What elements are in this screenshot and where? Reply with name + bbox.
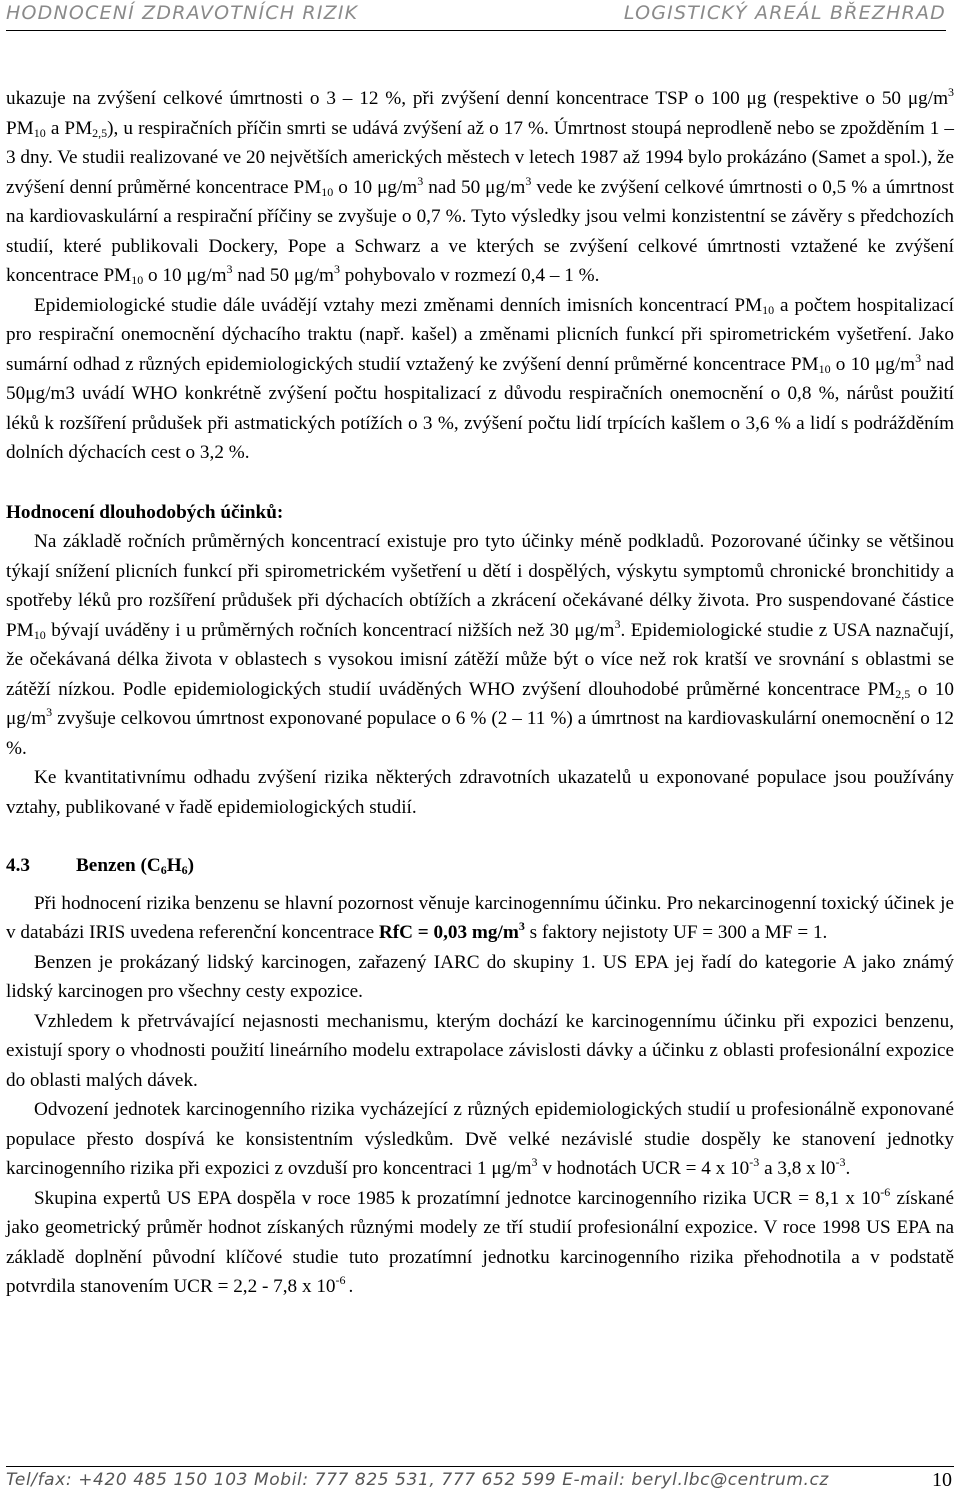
paragraph-benzene-epa: Skupina expertů US EPA dospěla v roce 1985 k prozatímní jednotce karcinogenního rizika UCR = 8,1 x $10^{-6}$ získané jako geometrický průměr hodnot získaných různými modely ze tří studií profesionální expozice. V roce 1998 US EPA na základě doplnění původní klíčové studie tuto prozatímní jednotku karcinogenního rizika přehodnotila a v podstatě potvrdila stanovením UCR = 2,2 - 7,8 x $10^{-6}$ . xyxy=(6,1184,954,1297)
paragraph-epidemiology: Epidemiologické studie dále uvádějí vztahy mezi změnami denních imisních koncentrací $PM_{10}$ a počtem hospitalizací pro respirační onemocnění dýchacího traktu (např. kašel) a změnami plicních funkcí při spirometrickém vyšetření. Jako sumární odhad z různých epidemiologických studií vztažený ke zvýšení denní průměrné koncentrace $PM_{10}$ o 10 $\mu g/m^3$ nad 50μg/m3 uvádí WHO konkrétně zvýšení počtu hospitalizací z důvodu respiračních onemocnění o 0,8 %, nárůst použití léků k rozšíření průdušek při astmatických potížích o 3 %, zvýšení počtu lidí trpících kašlem o 3,6 % a lidí s podrážděním dolních dýchacích cest o 3,2 %. xyxy=(6,294,954,463)
header-left-title: HODNOCENÍ ZDRAVOTNÍCH RIZIK xyxy=(6,2,359,24)
heading-long-term-effects: Hodnocení dlouhodobých účinků: xyxy=(6,501,284,523)
footer-contact: Tel/fax: +420 485 150 103 Mobil: 777 825 531, 777 652 599 E-mail: beryl.lbc@centrum.cz xyxy=(6,1470,829,1490)
section-heading-benzene xyxy=(6,851,954,881)
page-header xyxy=(6,0,946,31)
paragraph-benzene-iarc: Benzen je prokázaný lidský karcinogen, zařazený IARC do skupiny 1. US EPA jej řadí do kategorie A jako známý lidský karcinogen pro všechny cesty expozice. xyxy=(6,951,954,1002)
page-number: 10 xyxy=(932,1469,952,1491)
section-number: 4.3 xyxy=(6,855,30,876)
page-footer xyxy=(6,1466,954,1497)
document-body xyxy=(6,84,954,1302)
paragraph-long-term: Na základě ročních průměrných koncentrací existuje pro tyto účinky méně podkladů. Pozorované účinky se většinou týkají snížení plicních funkcí při spirometrickém vyšetření u dětí i dospělých, výskytu symptomů chronické bronchitidy a spotřeby léků pro rozšíření průdušek při dýchacích obtížích a zkrácení očekávané délky života. Pro suspendované částice $PM_{10}$ bývají uváděny i u průměrných ročních koncentrací nižších než 30 $\mu g/m^3$. Epidemiologické studie z USA naznačují, že očekávaná délka života v oblastech s vysokou imisní zátěží může být o více než rok kratší ve srovnání s oblastmi se zátěží nízkou. Podle epidemiologických studií uváděných WHO zvýšení dlouhodobé průměrné koncentrace $PM_{2,5}$ o 10 $\mu g/m^3$ zvyšuje celkovou úmrtnost exponované populace o 6 % (2 – 11 %) a úmrtnost na kardiovaskulární onemocnění o 12 %. xyxy=(6,531,955,759)
section-title: Benzen $(C_6H_6)$ xyxy=(76,855,195,877)
paragraph-quantitative: Ke kvantitativnímu odhadu zvýšení rizika některých zdravotních ukazatelů u exponované populace jsou používány vztahy, publikované v řadě epidemiologických studií. xyxy=(6,767,954,818)
paragraph-benzene-unit-risk: Odvození jednotek karcinogenního rizika vycházející z různých epidemiologických studií u profesionálně exponované populace přesto dospívá ke konsistentním výsledkům. Dvě velké nezávislé studie dospěly ke stanovení jednotky karcinogenního rizika při expozici z ovzduší pro koncentraci 1 $\mu g/m^3$ v hodnotách UCR = 4 x $10^{-3}$ a 3,8 x $l0^{-3}$. xyxy=(6,1099,954,1179)
header-right-title: LOGISTICKÝ AREÁL BŘEZHRAD xyxy=(623,2,946,24)
paragraph-benzene-rfc: Při hodnocení rizika benzenu se hlavní pozornost věnuje karcinogennímu účinku. Pro nekarcinogenní toxický účinek je v databázi IRIS uvedena referenční koncentrace RfC = 0,03 $mg/m^3$ s faktory nejistoty UF = 300 a MF = 1. xyxy=(6,892,954,943)
paragraph-benzene-mechanism: Vzhledem k přetrvávající nejasnosti mechanismu, kterým dochází ke karcinogennímu účinku při expozici benzenu, existují spory o vhodnosti použití lineárního modelu extrapolace závislosti dávky a účinku z oblasti profesionální expozice do oblasti malých dávek. xyxy=(6,1010,954,1091)
paragraph-mortality: ukazuje na zvýšení celkové úmrtnosti o 3 – 12 %, při zvýšení denní koncentrace TSP o 100 μg (respektive o 50 $\mu g/m^3$ $PM_{10}$ a $PM_{2,5}$), u respiračních příčin smrti se udává zvýšení až o 17 %. Úmrtnost stoupá neprodleně nebo se zpožděním 1 – 3 dny. Ve studii realizované ve 20 největších amerických městech v letech 1987 až 1994 bylo prokázáno (Samet a spol.), že zvýšení denní průměrné koncentrace $PM_{10}$ o 10 $\mu g/m^3$ nad 50 $\mu g/m^3$ vede ke zvýšení celkové úmrtnosti o 0,5 % a úmrtnost na kardiovaskulární a respirační příčiny se zvyšuje o 0,7 %. Tyto výsledky jsou velmi konzistentní se závěry s předchozích studií, které publikovali Dockery, Pope a Schwarz a ve kterých se zvýšení celkové úmrtnosti vztažené ke zvýšení koncentrace $PM_{10}$ o 10 $\mu g/m^3$ nad 50 $\mu g/m^3$ pohybovalo v rozmezí 0,4 – 1 %. xyxy=(6,85,954,287)
